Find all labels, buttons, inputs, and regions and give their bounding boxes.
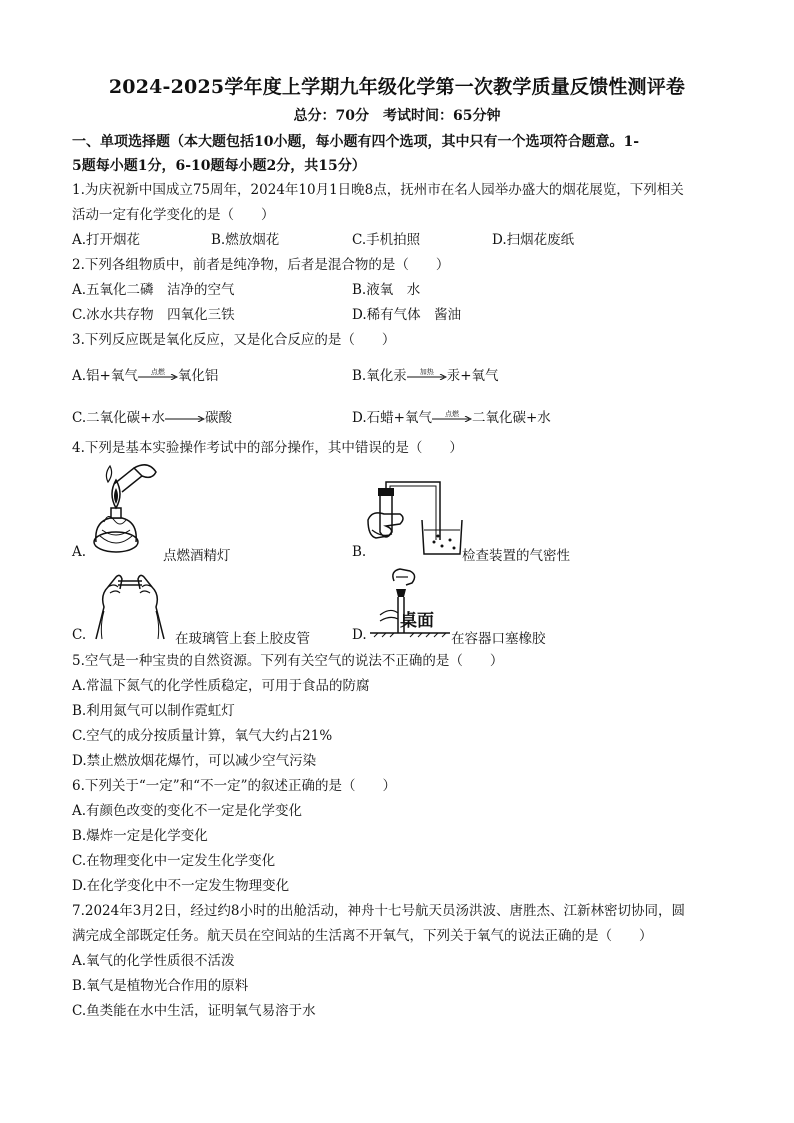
question-7-stem: 7.2024年3月2日，经过约8小时的出舱活动，神舟十七号航天员汤洪波、唐胜杰、江新林密切协同，圆 xyxy=(72,903,686,919)
question-1-option-b: B.燃放烟花 xyxy=(211,232,280,248)
question-4-stem: 4.下列是基本实验操作考试中的部分操作，其中错误的是（ ） xyxy=(72,440,463,456)
question-7-option-b: B.氧气是植物光合作用的原料 xyxy=(72,978,249,994)
reaction-arrow xyxy=(138,367,178,385)
question-3-option-b xyxy=(352,367,499,385)
products: 汞+氧气 xyxy=(446,368,499,384)
question-5-option-a: A.常温下氮气的化学性质稳定，可用于食品的防腐 xyxy=(72,678,370,694)
question-2-stem: 2.下列各组物质中，前者是纯净物，后者是混合物的是（ ） xyxy=(72,257,450,273)
question-3-option-a xyxy=(72,367,218,385)
question-1-option-a: A.打开烟花 xyxy=(72,232,141,248)
figure-d-letter: D. xyxy=(352,627,367,643)
figure-d-caption: 在容器口塞橡胶 xyxy=(451,631,546,647)
section-heading: 一、单项选择题（本大题包括10小题，每小题有四个选项，其中只有一个选项符合题意。1- xyxy=(72,134,640,150)
question-2-option-d: D.稀有气体 酱油 xyxy=(352,307,462,323)
reaction-condition: 点燃 xyxy=(444,410,459,418)
question-7-option-c: C.鱼类能在水中生活，证明氧气易溶于水 xyxy=(72,1003,316,1019)
section-heading-cont: 5题每小题1分，6-10题每小题2分，共15分） xyxy=(72,158,366,174)
question-6-option-b: B.爆炸一定是化学变化 xyxy=(72,828,208,844)
reaction-arrow xyxy=(407,367,447,385)
figure-c-caption: 在玻璃管上套上胶皮管 xyxy=(175,631,310,647)
figure-b-letter: B. xyxy=(352,544,367,560)
exam-subtitle: 总分：70分 考试时间：65分钟 xyxy=(293,108,501,124)
alcohol-lamp-figure xyxy=(86,462,166,558)
arrow-icon xyxy=(165,416,205,422)
question-3-option-d xyxy=(352,409,551,427)
products: 二氧化碳+水 xyxy=(471,410,551,426)
arrow-icon xyxy=(407,374,447,380)
figure-a-caption: 点燃酒精灯 xyxy=(163,548,231,564)
question-6-stem: 6.下列关于“一定”和“不一定”的叙述正确的是（ ） xyxy=(72,778,396,794)
reactants: D.石蜡+氧气 xyxy=(352,410,432,426)
reaction-arrow xyxy=(432,409,472,427)
figure-d-label: 桌面 xyxy=(400,611,434,631)
reaction-arrow xyxy=(165,409,205,427)
exam-title: 2024-2025学年度上学期九年级化学第一次教学质量反馈性测评卷 xyxy=(108,76,686,98)
question-1-option-c: C.手机拍照 xyxy=(352,232,421,248)
arrow-icon xyxy=(138,374,178,380)
reactants: B.氧化汞 xyxy=(352,368,407,384)
question-5-option-c: C.空气的成分按质量计算，氧气大约占21% xyxy=(72,728,333,744)
products: 碳酸 xyxy=(204,410,232,426)
question-7-stem-cont: 满完成全部既定任务。航天员在空间站的生活离不开氧气，下列关于氧气的说法正确的是（ ） xyxy=(72,928,653,944)
arrow-icon xyxy=(432,416,472,422)
figure-b-caption: 检查装置的气密性 xyxy=(462,548,570,564)
question-7-option-a: A.氧气的化学性质很不活泼 xyxy=(72,953,235,969)
figure-c-letter: C. xyxy=(72,627,87,643)
question-2-option-c: C.冰水共存物 四氧化三铁 xyxy=(72,307,235,323)
question-1-stem: 1.为庆祝新中国成立75周年，2024年10月1日晚8点，抚州市在名人园举办盛大的烟花展览，下列相关 xyxy=(72,182,684,198)
figure-a-letter: A. xyxy=(72,544,87,560)
question-2-option-b: B.液氧 水 xyxy=(352,282,421,298)
question-6-option-a: A.有颜色改变的变化不一定是化学变化 xyxy=(72,803,303,819)
question-2-option-a: A.五氧化二磷 洁净的空气 xyxy=(72,282,235,298)
question-3-option-c xyxy=(72,409,232,427)
reactants: A.铝+氧气 xyxy=(72,368,138,384)
question-1-option-d: D.扫烟花废纸 xyxy=(492,232,575,248)
question-5-option-b: B.利用氮气可以制作霓虹灯 xyxy=(72,703,235,719)
products: 氧化铝 xyxy=(177,368,219,384)
reaction-condition: 加热 xyxy=(419,368,434,376)
question-6-option-c: C.在物理变化中一定发生化学变化 xyxy=(72,853,276,869)
reactants: C.二氧化碳+水 xyxy=(72,410,165,426)
question-1-stem-cont: 活动一定有化学变化的是（ ） xyxy=(72,207,275,223)
airtightness-check-figure xyxy=(366,480,466,556)
question-5-stem: 5.空气是一种宝贵的自然资源。下列有关空气的说法不正确的是（ ） xyxy=(72,653,504,669)
question-3-stem: 3.下列反应既是氧化反应，又是化合反应的是（ ） xyxy=(72,332,396,348)
reaction-condition: 点燃 xyxy=(150,368,165,376)
question-5-option-d: D.禁止燃放烟花爆竹，可以减少空气污染 xyxy=(72,753,317,769)
question-6-option-d: D.在化学变化中不一定发生物理变化 xyxy=(72,878,290,894)
rubber-tube-figure xyxy=(90,567,170,641)
